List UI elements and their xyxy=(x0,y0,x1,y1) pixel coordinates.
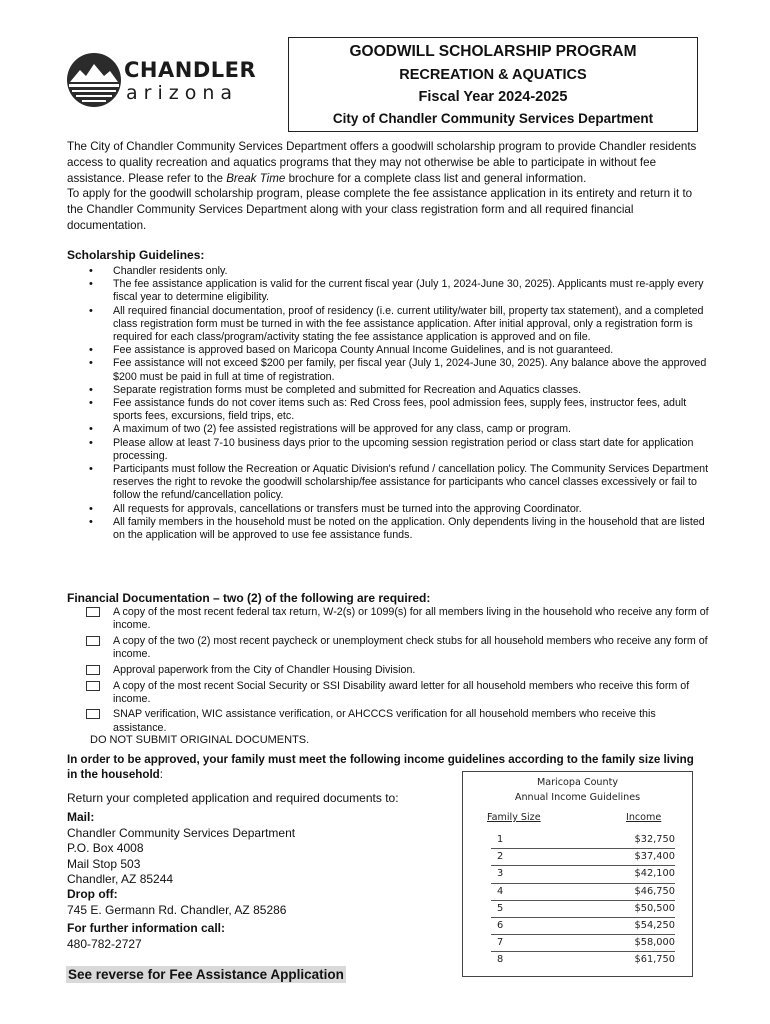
income-heading: In order to be approved, your family must meet the following income guidelines according to the family size living in the household: xyxy=(67,753,694,781)
list-item: • Separate registration forms must be completed and submitted for Recreation and Aquatics classes. xyxy=(67,384,712,397)
address-line: Mail Stop 503 xyxy=(67,856,141,871)
list-item: A copy of the two (2) most recent paycheck or unemployment check stubs for all household members who receive any form of income. xyxy=(84,635,712,661)
department-name: City of Chandler Community Services Department xyxy=(332,111,654,126)
list-item: • All requests for approvals, cancellations or transfers must be turned into the approving Coordinator. xyxy=(67,503,712,516)
list-item: • A maximum of two (2) fee assisted registrations will be approved for any class, camp or program. xyxy=(67,423,712,436)
table-row: 7 $58,000 xyxy=(491,935,675,952)
checkbox[interactable] xyxy=(86,709,100,719)
intro-paragraph-1: The City of Chandler Community Services Department offers a goodwill scholarship program to provide Chandler residents access to quality recreation and aquatics programs that they may not otherwise be able to participate in without fee assistance. Please refer to the Break Time brochure for a complete class list and general information. xyxy=(67,140,697,185)
see-reverse-note: See reverse for Fee Assistance Application xyxy=(68,967,344,982)
financial-title: Financial Documentation – two (2) of the following are required: xyxy=(67,591,431,605)
table-row: 4 $46,750 xyxy=(491,884,675,901)
mail-address xyxy=(67,810,295,888)
table-title: Maricopa County xyxy=(536,777,619,788)
list-item: • All required financial documentation, proof of residency (i.e. current utility/water bill, property tax statement), and a completed class registration form must be turned in with the fee assistance application. After initial approval, only a registration form is required for each class/program/activity stating the fee assistance application is approved and on file. xyxy=(67,305,712,345)
list-item: • Participants must follow the Recreation or Aquatic Division's refund / cancellation policy. The Community Services Department reserves the right to revoke the goodwill scholarship/fee assistance for participants who cancel classes excessively or fail to follow the refund/cancellation policy. xyxy=(67,463,712,503)
program-header xyxy=(288,37,698,132)
list-item: • Fee assistance funds do not cover items such as: Red Cross fees, pool admission fees, supply fees, instructor fees, adult sports fees, excursions, field trips, etc. xyxy=(67,397,712,423)
chandler-logo-icon xyxy=(66,52,122,108)
list-item: • All family members in the household must be noted on the application. Only dependents living in the household that are listed on the application will be approved to use fee assistance funds. xyxy=(67,516,712,542)
table-row: 6 $54,250 xyxy=(491,918,675,935)
financial-list xyxy=(84,606,712,737)
checkbox[interactable] xyxy=(86,665,100,675)
list-item: • Chandler residents only. xyxy=(67,265,712,278)
list-item: • Fee assistance will not exceed $200 per family, per fiscal year (July 1, 2024-June 30, 2025). Any balance above the approved $200 must be paid in full at time of registration. xyxy=(67,357,712,383)
table-row: 3 $42,100 xyxy=(491,866,675,883)
no-originals-note: DO NOT SUBMIT ORIGINAL DOCUMENTS. xyxy=(90,734,310,746)
checkbox[interactable] xyxy=(86,681,100,691)
list-item: • Please allow at least 7-10 business days prior to the upcoming session registration period or class start date for application processing. xyxy=(67,437,712,463)
list-item: A copy of the most recent federal tax return, W-2(s) or 1099(s) for all members living in the household who receive any form of income. xyxy=(84,606,712,632)
table-row: 5 $50,500 xyxy=(491,901,675,918)
table-row: 8 $61,750 xyxy=(497,954,675,966)
list-item: A copy of the most recent Social Security or SSI Disability award letter for all household members who receive this form of income. xyxy=(84,680,712,706)
list-item: SNAP verification, WIC assistance verification, or AHCCCS verification for all household members who receive this assistance. xyxy=(84,708,712,734)
fiscal-year: Fiscal Year 2024-2025 xyxy=(418,89,568,105)
program-subtitle: RECREATION & AQUATICS xyxy=(399,67,587,83)
intro-paragraph-2: To apply for the goodwill scholarship program, please complete the fee assistance application in its entirety and return it to the Chandler Community Services Department along with your class registration form and all required financial documentation. xyxy=(67,187,693,232)
checkbox[interactable] xyxy=(86,607,100,617)
mail-label: Mail: xyxy=(67,810,95,824)
address-line: Chandler Community Services Department xyxy=(67,825,296,840)
logo-state: arizona xyxy=(126,82,239,104)
checkbox[interactable] xyxy=(86,636,100,646)
chandler-logo xyxy=(66,50,257,114)
return-instructions: Return your completed application and required documents to: xyxy=(67,791,399,805)
address-line: P.O. Box 4008 xyxy=(67,841,144,855)
logo-name: CHANDLER xyxy=(124,58,257,82)
list-item: Approval paperwork from the City of Chandler Housing Division. xyxy=(84,664,712,677)
drop-off-address xyxy=(67,887,286,918)
drop-off-label: Drop off: xyxy=(67,887,118,901)
intro-text xyxy=(67,139,707,234)
guidelines-list xyxy=(67,265,712,542)
address-line: 745 E. Germann Rd. Chandler, AZ 85286 xyxy=(67,902,287,917)
guidelines-title: Scholarship Guidelines: xyxy=(67,248,205,262)
table-subtitle: Annual Income Guidelines xyxy=(514,792,641,803)
address-line: Chandler, AZ 85244 xyxy=(67,872,174,886)
call-label: For further information call: xyxy=(67,921,226,935)
program-title: GOODWILL SCHOLARSHIP PROGRAM xyxy=(349,43,637,60)
column-header-family-size: Family Size xyxy=(487,812,541,823)
table-row: 2 $37,400 xyxy=(491,849,675,866)
table-row: 1 $32,750 xyxy=(491,832,675,849)
list-item: • Fee assistance is approved based on Maricopa County Annual Income Guidelines, and is not guaranteed. xyxy=(67,344,712,357)
table-body xyxy=(491,832,675,969)
phone-contact xyxy=(67,921,225,952)
phone-number: 480-782-2727 xyxy=(67,936,142,951)
list-item: • The fee assistance application is valid for the current fiscal year (July 1, 2024-June 30, 2025). Applicants must re-apply every fiscal year to determine eligibility. xyxy=(67,278,712,304)
income-guidelines-table xyxy=(462,771,693,977)
column-header-income: Income xyxy=(626,812,662,823)
